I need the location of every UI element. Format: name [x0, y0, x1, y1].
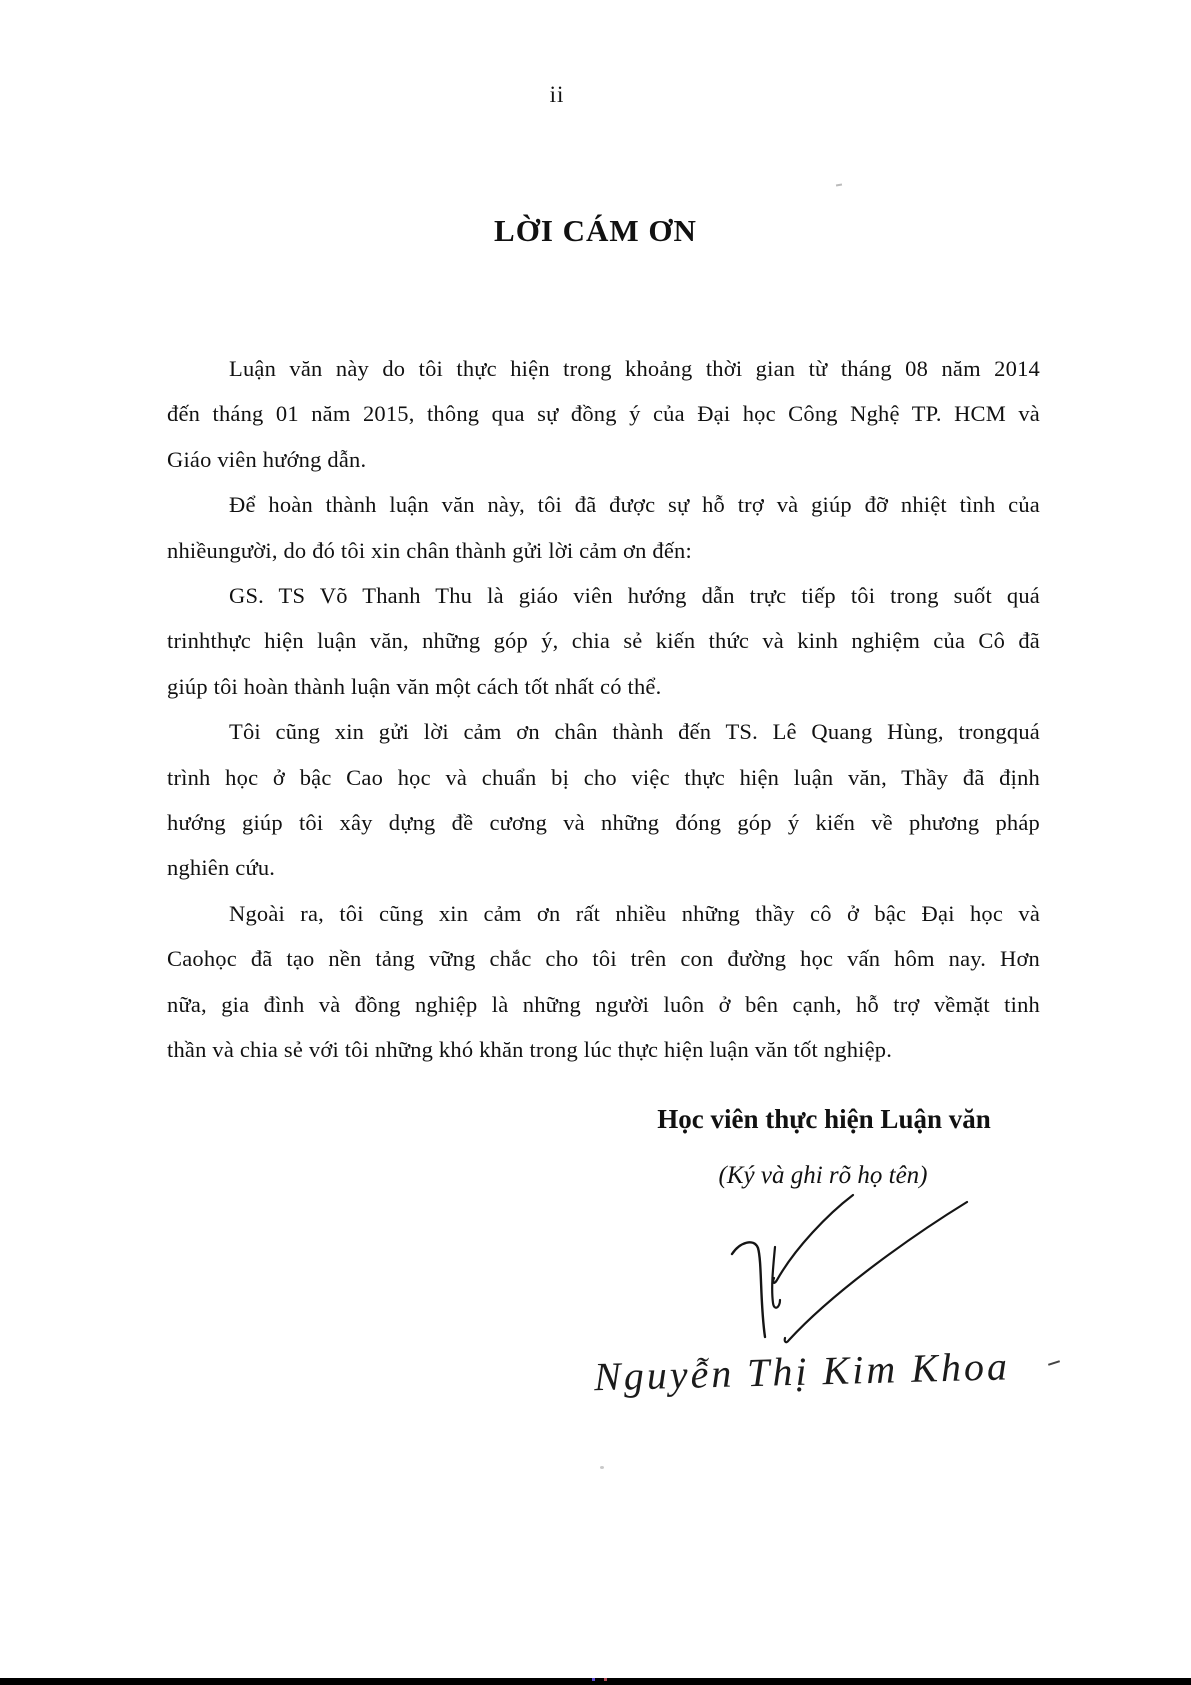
text-line: giúp tôi hoàn thành luận văn một cách tốt nhất có thể. — [167, 673, 662, 699]
text-line: Giáo viên hướng dẫn. — [167, 446, 367, 472]
text-line: nhiềungười, do đó tôi xin chân thành gửi lời cảm ơn đến: — [167, 537, 692, 563]
page-number: ii — [549, 82, 565, 107]
text-line: Để hoàn thành luận văn này, tôi đã được sự hỗ trợ và giúp đỡ nhiệt tình của — [229, 492, 1040, 518]
scan-speck — [836, 183, 842, 186]
scan-artifact-pixel — [592, 1678, 595, 1681]
text-line: đến tháng 01 năm 2015, thông qua sự đồng ý của Đại học Công Nghệ TP. HCM và — [167, 401, 1040, 427]
text-line: Ngoài ra, tôi cũng xin cảm ơn rất nhiều những thầy cô ở bậc Đại học và — [229, 900, 1040, 926]
text-line: Tôi cũng xin gửi lời cảm ơn chân thành đến TS. Lê Quang Hùng, trongquá — [229, 719, 1040, 745]
text-line: nghiên cứu. — [167, 855, 276, 881]
signature-instruction: (Ký và ghi rõ họ tên) — [718, 1162, 928, 1189]
scan-speck — [1048, 1360, 1060, 1366]
text-line: thần và chia sẻ với tôi những khó khăn trong lúc thực hiện luận văn tốt nghiệp. — [167, 1037, 893, 1063]
text-line: nữa, gia đình và đồng nghiệp là những người luôn ở bên cạnh, hỗ trợ vềmặt tinh — [167, 991, 1040, 1017]
signature-name-handwritten: Nguyễn Thị Kim Khoa — [593, 1343, 1011, 1400]
text-line: trình học ở bậc Cao học và chuẩn bị cho việc thực hiện luận văn, Thầy đã định — [167, 764, 1040, 790]
text-line: Luận văn này do tôi thực hiện trong khoảng thời gian từ tháng 08 năm 2014 — [229, 356, 1040, 381]
signature-role-label: Học viên thực hiện Luận văn — [657, 1104, 991, 1134]
text-line: trinhthực hiện luận văn, những góp ý, chia sẻ kiến thức và kinh nghiệm của Cô đã — [167, 628, 1040, 654]
scan-artifact-bar — [0, 1678, 1191, 1685]
scan-artifact-pixel — [604, 1678, 607, 1681]
page-title: LỜI CÁM ƠN — [494, 213, 697, 248]
signature-scribble — [700, 1188, 980, 1353]
acknowledgment-text — [167, 346, 1040, 1073]
scan-speck — [600, 1466, 604, 1469]
text-line: hướng giúp tôi xây dựng đề cương và những đóng góp ý kiến về phương pháp — [167, 810, 1040, 836]
text-line: GS. TS Võ Thanh Thu là giáo viên hướng dẫn trực tiếp tôi trong suốt quá — [229, 583, 1040, 609]
text-line: Caohọc đã tạo nền tảng vững chắc cho tôi trên con đường học vấn hôm nay. Hơn — [167, 946, 1040, 972]
